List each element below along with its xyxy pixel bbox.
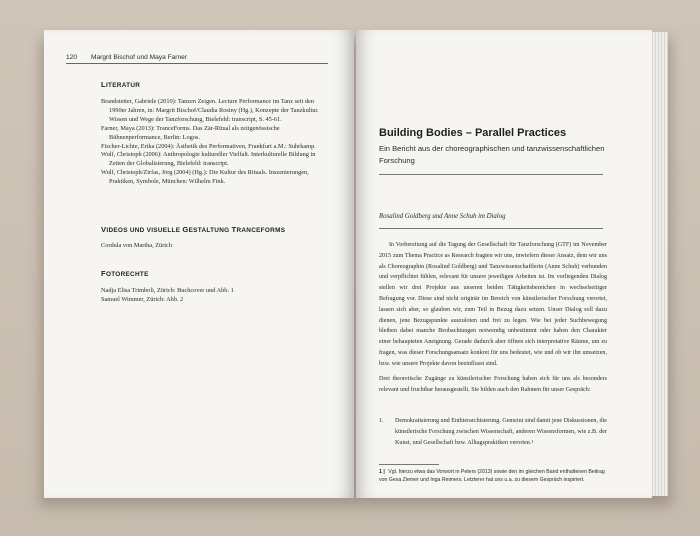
reference-item: Wulf, Christoph (2006): Anthropologie kultureller Vielfalt. Interkulturelle Bildung in Zeiten der Globalisierung, Bielefeld: transcript.	[101, 151, 316, 168]
chapter-title: Building Bodies – Parallel Practices	[379, 127, 567, 139]
page-edges	[650, 32, 668, 496]
photo-credits	[101, 287, 329, 305]
footnote	[379, 468, 607, 484]
right-page	[356, 30, 652, 498]
paragraph: In Vorbereitung auf die Tagung der Gesellschaft für Tanzforschung (GTF) im November 2015 zum Thema Practice as Research fragten wir uns, inwiefern dieser Ansatz, dem wir uns als Choreographin (Rosalind Goldberg) und Tanzwissenschaftlerin (Anne Schuh) verbunden und verpflichtet fühlen, relevant für unsere jeweiligen Arbeiten ist. Im vorliegenden Dialog stellen wir drei Projekte aus unseren beiden Tätigkeitsbereichen in wechselseitiger Befragung vor. Diese sind nicht originär im Bereich von künstlerischer Forschung verortet, lassen sich aber, so glauben wir, zum Teil in Bezug dazu setzen. Unser Dialog soll dazu dienen, jene Bezugspunkte auszuloten und frei zu legen. Wie bei jeder Suchbewegung bleiben dabei manche Beobachtungen notwendig unbestimmt oder haben den Charakter einer behaupteten Aneignung. Gerade dadurch aber öffnen sich interpretative Räume, um zu fragen, was dieser Forschungsansatz konkret für uns bedeutet, wie und ob wir ihn umsetzen, bzw. wie unsere Projekte davon beeinflusst sind.	[379, 242, 607, 367]
chapter-subtitle: Ein Bericht aus der choreographischen und tanzwissenschaftlichen Forschung	[379, 144, 605, 165]
left-page	[44, 30, 354, 498]
reference-list	[101, 98, 329, 187]
reference-item: Fischer-Lichte, Erika (2004): Ästhetik des Performativen, Frankfurt a.M.: Suhrkamp.	[101, 142, 316, 150]
numbered-list-item	[379, 416, 607, 448]
videos-heading: VIDEOS UND VISUELLE GESTALTUNG TRANCEFORMS	[101, 225, 286, 234]
running-head-text: Margrit Bischof und Maya Farner	[91, 54, 188, 61]
photo-credit-item: Samuel Wimmer, Zürich: Abb. 2	[101, 295, 184, 303]
reference-item: Wulf, Christoph/Zirfas, Jörg (2004) (Hg.): Die Kultur des Rituals. Inszenierungen, Praktiken, Symbole, München: Wilhelm Fink.	[101, 169, 309, 186]
literature-heading: LITERATUR	[101, 80, 141, 89]
footnote-rule	[379, 464, 439, 465]
running-head	[66, 54, 328, 64]
authors-rule	[379, 228, 603, 229]
chapter-authors: Rosalind Goldberg und Anne Schuh im Dialog	[379, 213, 506, 220]
title-rule	[379, 174, 603, 175]
page-number: 120	[66, 54, 78, 61]
reference-item: Brandstetter, Gabriele (2010): Tanzen Zeigen. Lecture Performance im Tanz seit den 1990er Jahren, in: Margrit Bischof/Claudia Rosiny (Hg.), Konzepte der Tanzkultur. Wissen und Wege der Tanzforschung, Bielefeld: transcript, S. 45-61.	[101, 98, 319, 123]
list-text: Demokratisierung und Enthierarchisierung. Gemeint sind damit jene Diskussionen, die künstlerische Forschung zwischen Wissenschaft, anderen Wissensformen, wie z.B. der Kunst, und Gesellschaft bzw. Alltagspraktiken verorten.¹	[395, 418, 607, 446]
paragraph: Drei theoretische Zugänge zu künstlerischer Forschung haben sich für uns als besonders relevant und fruchtbar herausgestellt. Sie bilden auch den Rahmen für unser Gespräch:	[379, 376, 607, 393]
footnote-text: Vgl. hierzu etwa das Vorwort in Peters (2013) sowie den im gleichen Band enthaltenen Beitrag von Gesa Ziemer und Inga Reimers. Letzterer hat uns u.a. zu diesem Gespräch inspiriert.	[379, 469, 605, 484]
list-number: 1.	[379, 418, 384, 424]
reference-item: Farner, Maya (2013): TranceForms. Das Zär-Ritual als zeitgenössische Bühnenperformance, Berlin: Logos.	[101, 124, 280, 141]
photo-credit-item: Nadja Elisa Trimboli, Zürich: Buchcover und Abb. 1	[101, 287, 234, 294]
body-text	[379, 240, 607, 370]
photos-heading: FOTORECHTE	[101, 269, 149, 278]
footnote-number: 1 |	[379, 469, 385, 475]
body-text-2	[379, 374, 607, 396]
videos-credit: Cordula von Martha, Zürich	[101, 242, 172, 249]
